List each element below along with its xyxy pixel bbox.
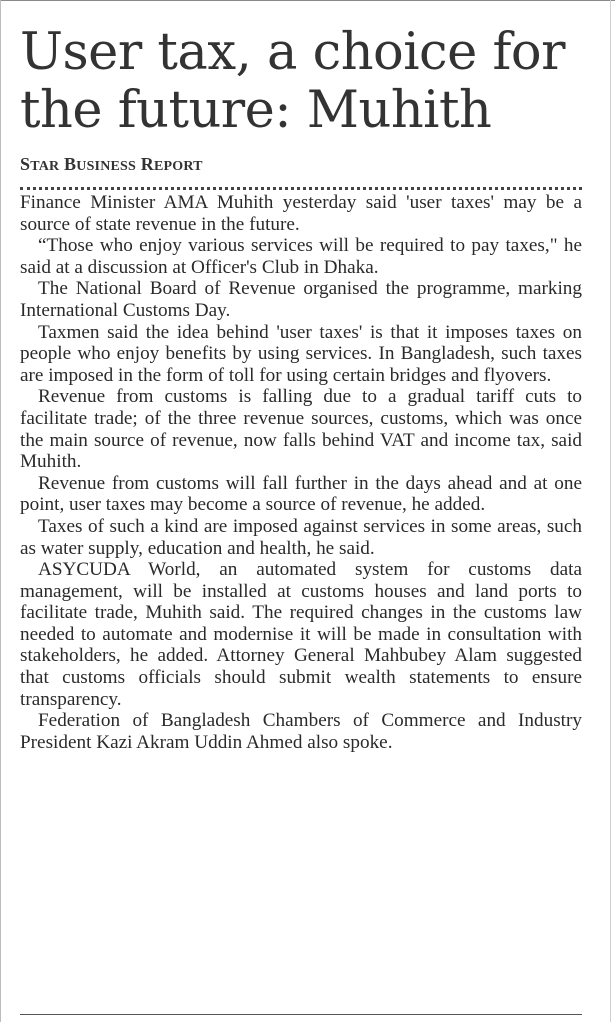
paragraph-7: Taxes of such a kind are imposed against services in some areas, such as water supply, education and health, he said. — [20, 515, 582, 559]
article-headline: User tax, a choice for the future: Muhith — [20, 23, 565, 140]
byline-word-report: REPORT — [140, 154, 203, 174]
paragraph-1: Finance Minister AMA Muhith yesterday said 'user taxes' may be a source of state revenue in the future. — [20, 192, 582, 235]
paragraph-6: Revenue from customs will fall further in the days ahead and at one point, user taxes may become a source of revenue, he added. — [20, 472, 582, 516]
paragraph-8: ASYCUDA World, an automated system for customs data management, will be installed at customs houses and land ports to facilitate trade, Muhith said. The required changes in the customs law needed to automate and modernise it will be made in consultation with stakeholders, he added. Attorney General Mahbubey Alam suggested that customs officials should submit wealth statements to ensure transparency. — [20, 559, 582, 710]
page-right-border — [610, 0, 611, 1022]
page-left-border — [0, 0, 1, 1022]
paragraph-9: Federation of Bangladesh Chambers of Commerce and Industry President Kazi Akram Uddin Ahmed also spoke. — [20, 710, 582, 753]
byline-dotted-divider — [20, 187, 582, 190]
byline-word-business: BUSINESS — [64, 154, 137, 174]
paragraph-2: “Those who enjoy various services will be required to pay taxes," he said at a discussion at Officer's Club in Dhaka. — [20, 235, 582, 278]
byline-word-star: STAR — [20, 154, 60, 174]
article-bottom-rule — [20, 1014, 582, 1015]
paragraph-4: Taxmen said the idea behind 'user taxes' is that it imposes taxes on people who enjoy benefits by using services. In Bangladesh, such taxes are imposed in the form of toll for using certain bridges and flyovers. — [20, 321, 582, 386]
paragraph-5: Revenue from customs is falling due to a gradual tariff cuts to facilitate trade; of the three revenue sources, customs, which was once the main source of revenue, now falls behind VAT and income tax, said Muhith. — [20, 386, 582, 473]
paragraph-3: The National Board of Revenue organised the programme, marking International Customs Day. — [20, 278, 582, 321]
article-body — [20, 192, 582, 753]
article-byline — [20, 154, 582, 175]
news-article — [20, 24, 582, 753]
page-top-border — [0, 0, 615, 1]
